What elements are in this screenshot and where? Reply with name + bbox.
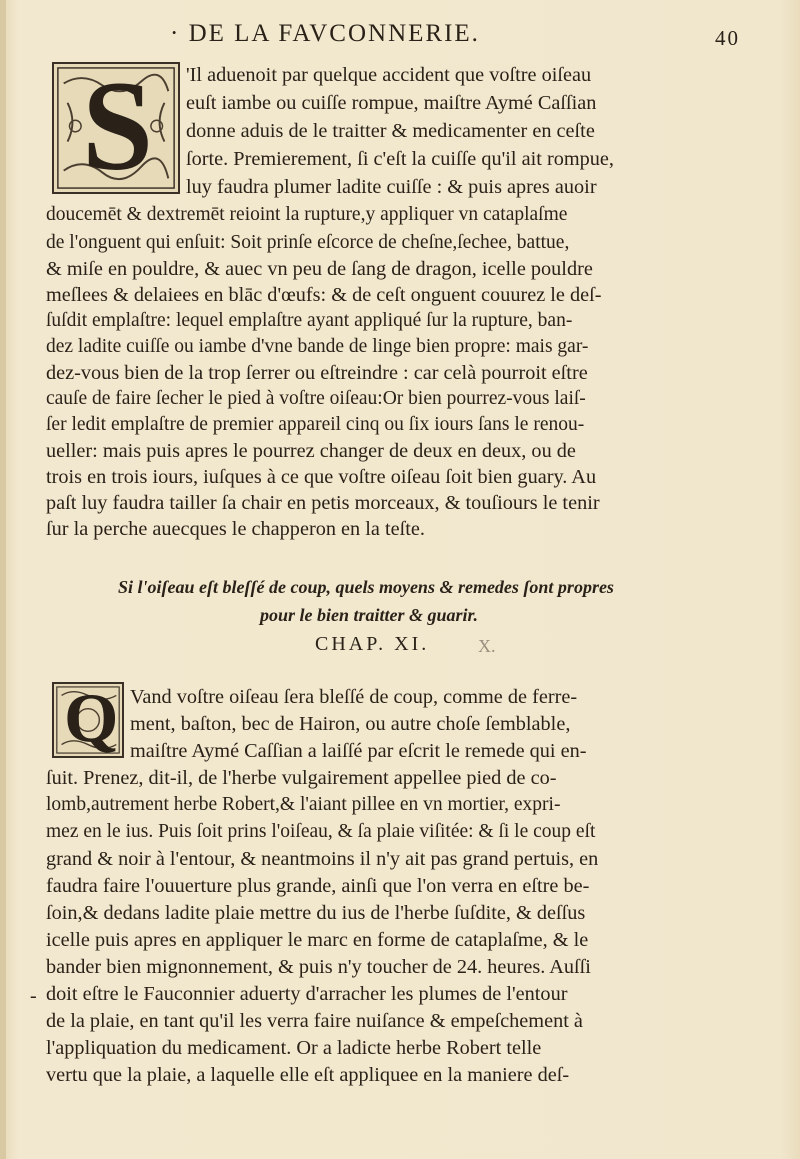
text-line: luy faudra plumer ladite cuiſſe : & puis apres auoir <box>186 176 597 198</box>
text-line: 'Il aduenoit par quelque accident que voſtre oiſeau <box>186 64 592 86</box>
margin-dash: - <box>30 985 37 1007</box>
text-line: ſur la perche auecques le chapperon en la teſte. <box>46 518 425 540</box>
text-line: ſer ledit emplaſtre de premier appareil cinq ou ſix iours ſans le renou- <box>46 414 585 435</box>
text-line: lomb,autrement herbe Robert,& l'aiant pillee en vn mortier, expri- <box>46 794 561 815</box>
chapter-heading: CHAP. XI. <box>315 633 430 655</box>
drop-cap-s <box>52 55 180 197</box>
text-line: cauſe de faire ſecher le pied à voſtre oiſeau:Or bien pourrez-vous laiſ- <box>46 388 586 409</box>
page-number: 40 <box>715 26 740 50</box>
text-line: dez ladite cuiſſe ou iambe d'vne bande de linge bien propre: mais gar- <box>46 336 589 357</box>
text-line: vertu que la plaie, a laquelle elle eſt appliquee en la maniere deſ- <box>46 1064 570 1086</box>
text-line: bander bien mignonnement, & puis n'y toucher de 24. heures. Auſſi <box>46 956 591 978</box>
text-line: doucemēt & dextremēt reioint la rupture,y appliquer vn cataplaſme <box>46 204 568 225</box>
text-line: maiſtre Aymé Caſſian a laiſſé par eſcrit le remede qui en- <box>130 740 587 762</box>
text-line: grand & noir à l'entour, & neantmoins il n'y ait pas grand pertuis, en <box>46 848 599 870</box>
text-line: ſuſdit emplaſtre: lequel emplaſtre ayant appliqué ſur la rupture, ban- <box>46 310 573 331</box>
text-line: de la plaie, en tant qu'il les verra faire nuiſance & empeſchement à <box>46 1010 583 1032</box>
text-line: ſoin,& dedans ladite plaie mettre du ius de l'herbe ſuſdite, & deſſus <box>46 902 586 924</box>
margin-mark: X. <box>478 636 496 656</box>
chapter-caption-line2: pour le bien traitter & guarir. <box>260 605 479 625</box>
text-line: ſuit. Prenez, dit-il, de l'herbe vulgairement appellee pied de co- <box>46 767 557 789</box>
text-line: faudra faire l'ouuerture plus grande, ainſi que l'on verra en eſtre be- <box>46 875 590 897</box>
chapter-caption-line1: Si l'oiſeau eſt bleſſé de coup, quels moyens & remedes ſont propres <box>118 577 614 597</box>
text-line: Vand voſtre oiſeau ſera bleſſé de coup, comme de ferre- <box>130 686 578 708</box>
text-line: ueller: mais puis apres le pourrez changer de deux en deux, ou de <box>46 440 576 462</box>
running-header <box>170 20 750 52</box>
text-line: l'appliquation du medicament. Or a ladicte herbe Robert telle <box>46 1037 542 1059</box>
text-line: paſt luy faudra tailler ſa chair en petis morceaux, & touſiours le tenir <box>46 492 600 514</box>
text-line: donne aduis de le traitter & medicamenter en ceſte <box>186 120 595 142</box>
text-line: doit eſtre le Fauconnier aduerty d'arracher les plumes de l'entour <box>46 983 568 1005</box>
text-line: & miſe en pouldre, & auec vn peu de ſang de dragon, icelle pouldre <box>46 258 593 280</box>
text-line: dez-vous bien de la trop ſerrer ou eſtreindre : car celà pourroit eſtre <box>46 362 588 384</box>
text-line: ſorte. Premierement, ſi c'eſt la cuiſſe qu'il ait rompue, <box>186 148 615 170</box>
text-line: meſlees & delaiees en blāc d'œufs: & de ceſt onguent couurez le deſ- <box>46 284 602 306</box>
text-line: icelle puis apres en appliquer le marc en forme de cataplaſme, & le <box>46 929 589 951</box>
text-line: trois en trois iours, iuſques à ce que voſtre oiſeau ſoit bien guary. Au <box>46 466 597 488</box>
text-line: de l'onguent qui enſuit: Soit prinſe eſcorce de cheſne,ſechee, battue, <box>46 232 570 253</box>
drop-cap-letter: S <box>82 55 154 197</box>
text-line: euſt iambe ou cuiſſe rompue, maiſtre Aymé Caſſian <box>186 92 597 114</box>
page-spine <box>0 0 6 1159</box>
drop-cap-letter: Q <box>64 680 119 757</box>
text-line: ment, baſton, bec de Hairon, ou autre choſe ſemblable, <box>130 713 571 735</box>
running-title: · DE LA FAVCONNERIE. <box>170 20 480 47</box>
text-line: mez en le ius. Puis ſoit prins l'oiſeau, & ſa plaie viſitée: & ſi le coup eſt <box>46 821 596 842</box>
drop-cap-q <box>52 682 124 758</box>
